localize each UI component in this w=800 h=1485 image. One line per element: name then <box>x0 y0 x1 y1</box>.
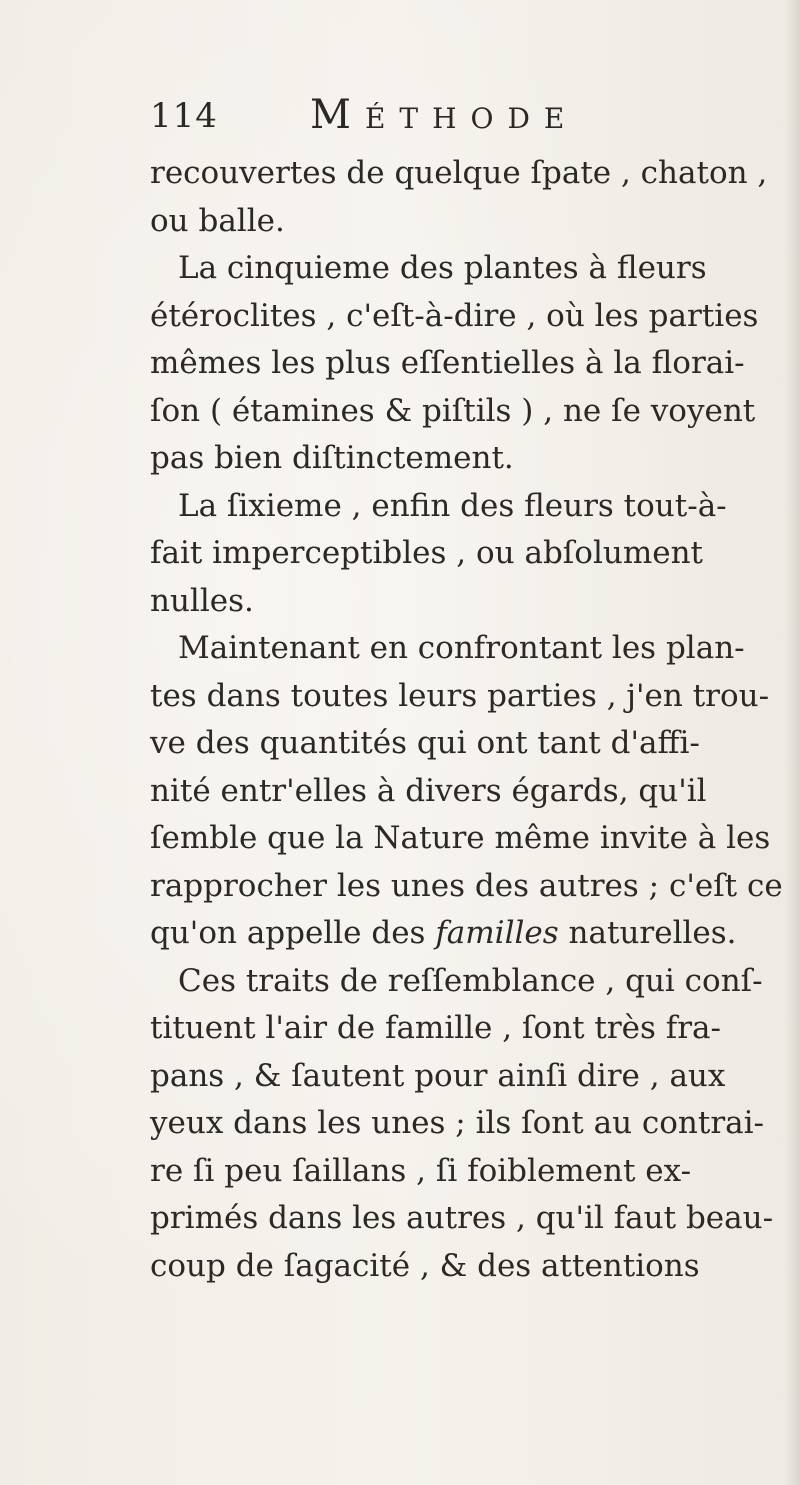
text-line: Maintenant en confrontant les plan- <box>178 630 745 666</box>
text-line: ſon ( étamines & piſtils ) , ne ſe voyent <box>150 392 756 429</box>
text-line: pas bien diſtinctement. <box>150 440 514 476</box>
text-line: La ſixieme , enfin des fleurs tout-à- <box>178 487 727 524</box>
running-title: Méthode <box>310 92 579 138</box>
text-line-with-emphasis <box>150 910 737 958</box>
text-line: fait imperceptibles , ou abſolument <box>150 535 703 571</box>
body-text <box>150 150 783 1290</box>
text-line: ve des quantités qui ont tant d'affi- <box>150 725 700 761</box>
text-line: yeux dans les unes ; ils ſont au contrai- <box>150 1105 765 1141</box>
page-header <box>150 92 620 142</box>
text-run: naturelles. <box>568 915 737 951</box>
text-line: primés dans les autres , qu'il faut beau- <box>150 1200 774 1236</box>
text-line: rapprocher les unes des autres ; c'eſt ce <box>150 867 783 904</box>
text-line: recouvertes de quelque ſpate , chaton , <box>150 155 768 191</box>
text-line: ou balle. <box>150 202 285 239</box>
text-line: nité entr'elles à divers égards, qu'il <box>150 772 707 809</box>
page-edge-shadow <box>786 0 800 1485</box>
text-line: mêmes les plus eſſentielles à la florai- <box>150 345 745 381</box>
text-line: étéroclites , c'eſt-à-dire , où les parties <box>150 297 759 334</box>
page-number: 114 <box>150 96 218 136</box>
text-line: coup de ſagacité , & des attentions <box>150 1247 700 1284</box>
text-line: re ſi peu ſaillans , ſi foiblement ex- <box>150 1152 692 1189</box>
text-line: tituent l'air de famille , ſont très fra- <box>150 1010 722 1046</box>
text-line: nulles. <box>150 582 254 619</box>
text-line: tes dans toutes leurs parties , j'en trou- <box>150 677 770 714</box>
text-run: qu'on appelle des <box>150 915 426 951</box>
emphasized-term: familles <box>435 915 559 951</box>
text-line: La cinquieme des plantes à fleurs <box>178 250 707 286</box>
text-line: ſemble que la Nature même invite à les <box>150 820 771 856</box>
text-line: Ces traits de reſſemblance , qui conſ- <box>178 962 763 999</box>
text-line: pans , & ſautent pour ainſi dire , aux <box>150 1057 726 1094</box>
